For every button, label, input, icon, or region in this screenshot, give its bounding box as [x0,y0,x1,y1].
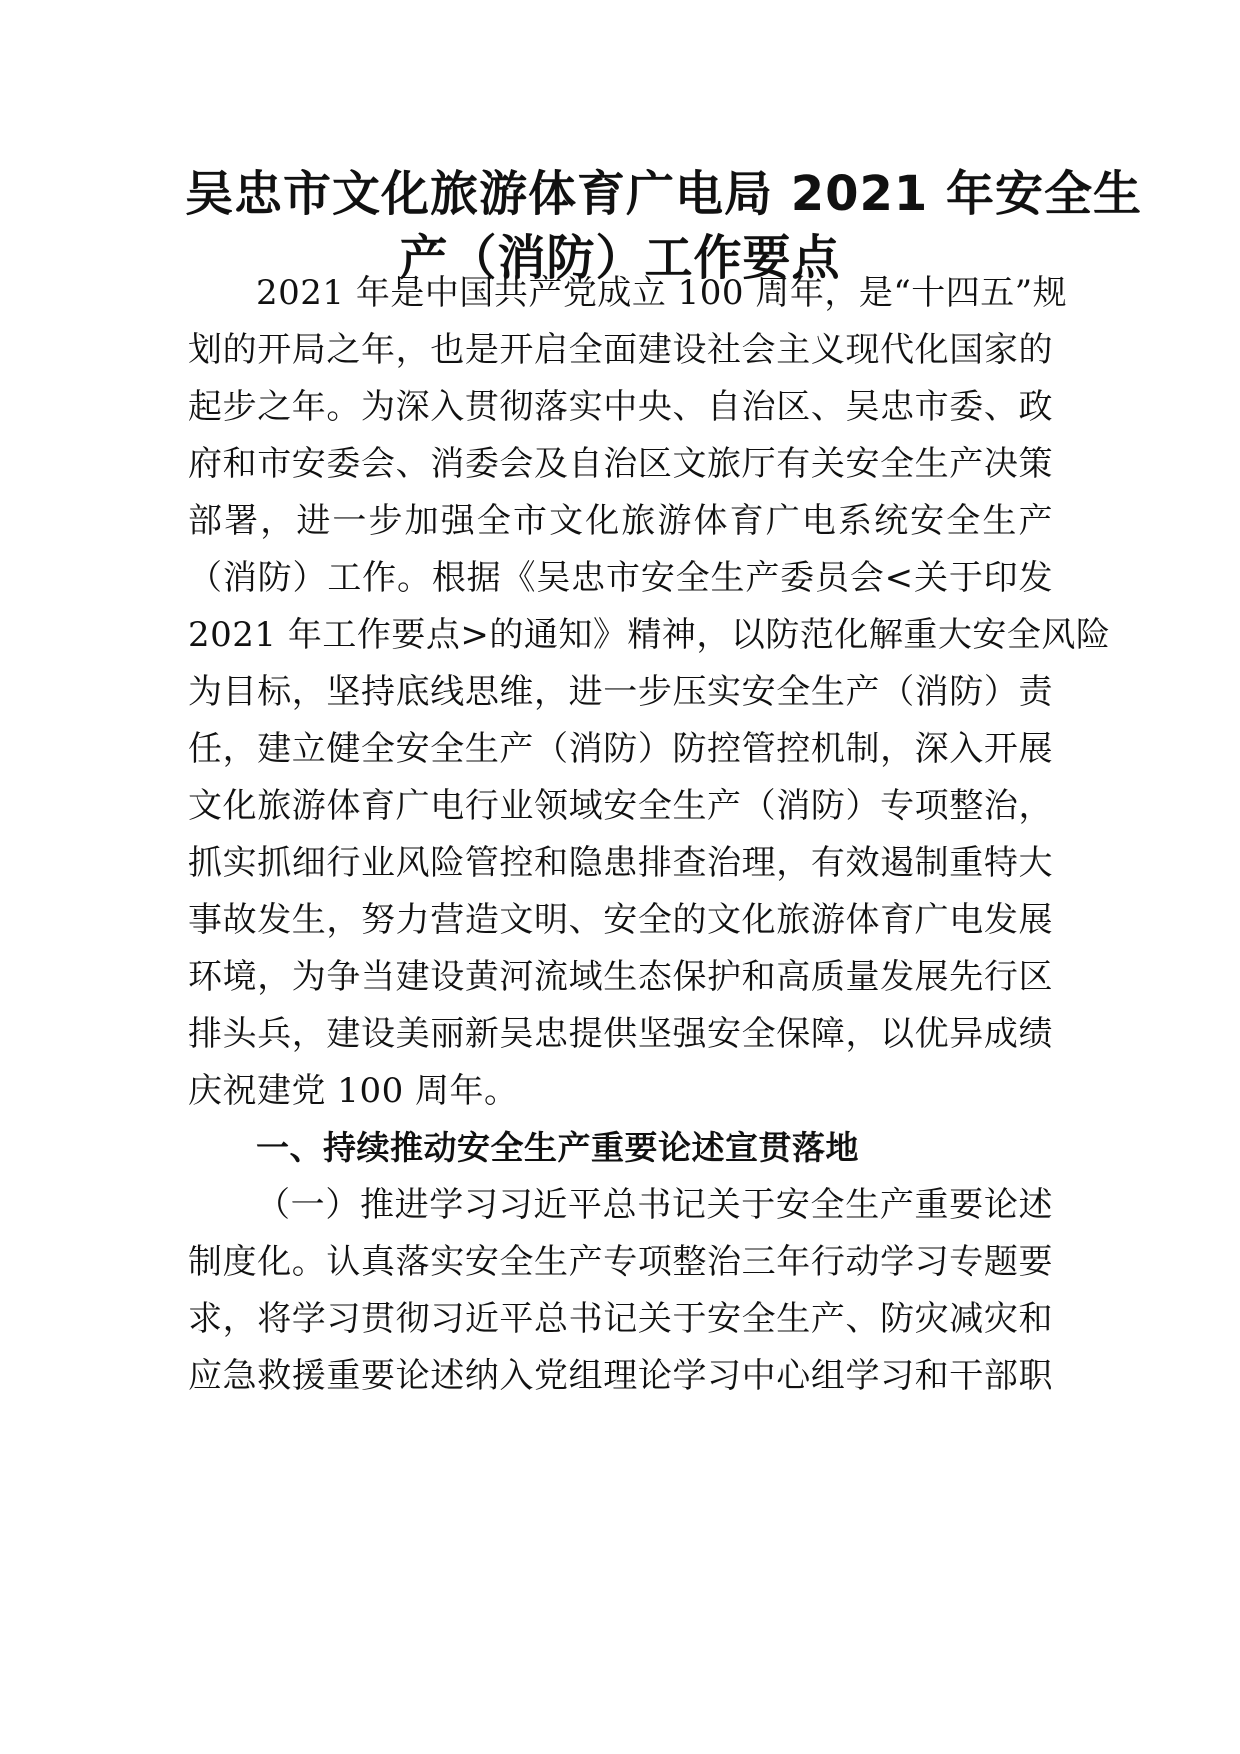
intro-line-15: 庆祝建党 100 周年。 [188,1071,519,1111]
intro-line-5: 部署，进一步加强全市文化旅游体育广电系统安全生产 [188,501,1053,541]
intro-line-6: （消防）工作。根据《吴忠市安全生产委员会<关于印发 [188,558,1053,598]
subsection-line-1: （一）推进学习习近平总书记关于安全生产重要论述 [256,1185,1053,1225]
intro-line-2: 划的开局之年，也是开启全面建设社会主义现代化国家的 [188,330,1053,370]
intro-line-13: 环境，为争当建设黄河流域生态保护和高质量发展先行区 [188,957,1053,997]
intro-line-7: 2021 年工作要点>的通知》精神，以防范化解重大安全风险 [188,615,1111,655]
subsection-line-3: 求，将学习贯彻习近平总书记关于安全生产、防灾减灾和 [188,1299,1053,1339]
intro-line-3: 起步之年。为深入贯彻落实中央、自治区、吴忠市委、政 [188,387,1053,427]
intro-line-9: 任，建立健全安全生产（消防）防控管控机制，深入开展 [188,729,1053,769]
intro-line-11: 抓实抓细行业风险管控和隐患排查治理，有效遏制重特大 [188,843,1053,883]
document-title-line-2: 产（消防）工作要点 [399,230,841,286]
intro-line-1: 2021 年是中国共产党成立 100 周年，是“十四五”规 [256,273,1068,313]
document-title-line-1: 吴忠市文化旅游体育广电局 2021 年安全生 [185,166,1143,222]
subsection-line-4: 应急救援重要论述纳入党组理论学习中心组学习和干部职 [188,1356,1053,1396]
intro-line-4: 府和市安委会、消委会及自治区文旅厅有关安全生产决策 [188,444,1053,484]
section-heading-1: 一、持续推动安全生产重要论述宣贯落地 [256,1128,859,1167]
intro-line-12: 事故发生，努力营造文明、安全的文化旅游体育广电发展 [188,900,1053,940]
intro-line-14: 排头兵，建设美丽新吴忠提供坚强安全保障，以优异成绩 [188,1014,1053,1054]
subsection-line-2: 制度化。认真落实安全生产专项整治三年行动学习专题要 [188,1242,1053,1282]
intro-line-10: 文化旅游体育广电行业领域安全生产（消防）专项整治， [188,786,1053,826]
intro-line-8: 为目标，坚持底线思维，进一步压实安全生产（消防）责 [188,672,1053,712]
